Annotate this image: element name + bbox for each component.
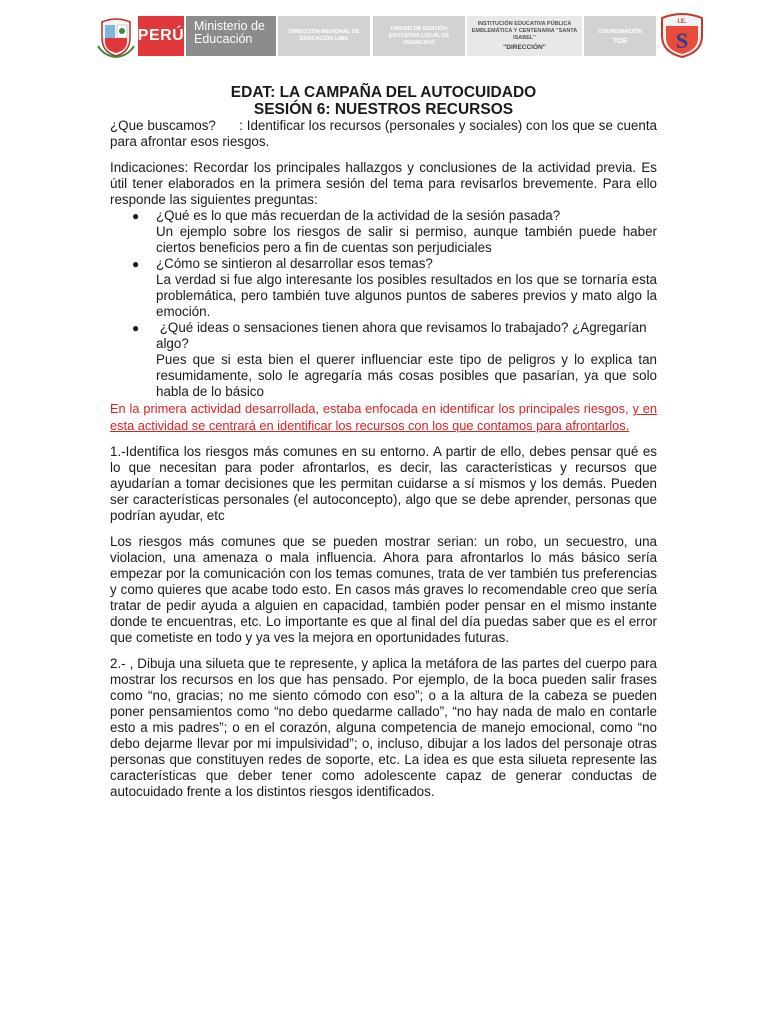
crest-letter: S xyxy=(675,28,689,53)
answer-text: Un ejemplo sobre los riesgos de salir si permiso, aunque también puede haber ciertos beneficios pero a fin de cuentas son perjudiciales xyxy=(156,224,657,255)
toe-text: TOE xyxy=(612,35,628,45)
title-line-2: SESIÓN 6: NUESTROS RECURSOS xyxy=(253,101,514,118)
answer-text: La verdad si fue algo interesante los posibles resultados en los que se tornaría esta problemática, pero también tuve algunos puntos de saberes previos y mato algo la emoción. xyxy=(156,272,657,319)
red-note-underlined: y en esta actividad se centrará en identificar los recursos con los que contamos para afrontarlos. xyxy=(110,401,657,433)
peru-logo: PERÚ xyxy=(138,16,184,56)
ugel-label: UNIDAD DE GESTIÓN EDUCATIVA LOCAL DE HUANCAYO xyxy=(373,16,465,56)
bullet-icon: ● xyxy=(132,257,140,271)
bullet-icon: ● xyxy=(132,321,140,335)
school-crest-icon xyxy=(658,12,706,58)
question-text: ¿Cómo se sintieron al desarrollar esos temas? xyxy=(156,256,433,271)
indicaciones: Indicaciones: Recordar los principales hallazgos y conclusiones de la actividad previa. Es útil tener elaborados en la primera sesión del tema para revisarlos brevemente. Para ello responde las siguientes preguntas: xyxy=(110,160,657,207)
instruction-2: 2.- , Dibuja una silueta que te represente, y aplica la metáfora de las partes del cuerpo para mostrar los recursos en los que has pensado. Por ejemplo, de la boca pueden salir frases como “no, gracias; no me siento cómodo con eso”; o a la altura de la cabeza se pueden poner pensamientos como “no debo quedarme callado”, “no hay nada de malo en contarle esto a mis padres”; o en el corazón, alguna competencia de manejo emocional, como “no debo dejarme llevar por mi impulsividad”; o, incluso, dibujar a los lados del personaje otras personas que constituyen redes de soporte, etc. La idea es que esta silueta represente las características que deber tener como adolescente capaz de generar conductas de autocuidado frente a los distintos riesgos identificados. xyxy=(110,656,657,799)
list-item xyxy=(110,320,657,400)
institution-name: INSTITUCIÓN EDUCATIVA PÚBLICA EMBLEMÁTICA Y CENTENARIA "SANTA ISABEL" xyxy=(471,21,578,41)
dre-label: DIRECCIÓN REGIONAL DE EDUCACIÓN LIMA xyxy=(278,16,370,56)
bullet-icon: ● xyxy=(132,209,140,223)
letterhead xyxy=(96,12,706,60)
list-item xyxy=(110,256,657,320)
answer-text: Pues que si esta bien el querer influenciar este tipo de peligros y lo explica tan resumidamente, solo le agregaría más cosas posibles que pasarían, ya que solo habla de lo básico xyxy=(156,352,657,399)
instruction-1: 1.-Identifica los riesgos más comunes en su entorno. A partir de ello, debes pensar qué es lo que necesitan para poder afrontarlos, es decir, las características y recursos que ayudarían a tomar decisiones que les permitan cuidarse a sí mismos y los demás. Pueden ser características personales (el autoconcepto), algo que se debe aprender, personas que podrían ayudar, etc xyxy=(110,444,657,523)
list-item xyxy=(110,208,657,256)
institution-label xyxy=(467,16,582,56)
red-note xyxy=(110,400,657,434)
peru-coat-of-arms-icon xyxy=(96,16,136,58)
document-body xyxy=(110,84,661,800)
red-note-plain: En la primera actividad desarrollada, estaba enfocada en identificar los principales riesgos, xyxy=(110,401,633,416)
ministerio-logo: Ministerio de Educación xyxy=(186,16,276,56)
coordinacion-text: COORDINACIÓN xyxy=(598,28,642,35)
crest-text: I.E. xyxy=(677,19,687,25)
question-list xyxy=(110,208,657,400)
question-text: ¿Qué es lo que más recuerdan de la actividad de la sesión pasada? xyxy=(156,208,561,223)
question-text: ¿Qué ideas o sensaciones tienen ahora que revisamos lo trabajado? ¿Agregarían algo? xyxy=(156,320,651,351)
title-line-1: EDAT: LA CAMPAÑA DEL AUTOCUIDADO xyxy=(230,84,537,101)
que-buscamos: ¿Que buscamos? : Identificar los recursos (personales y sociales) con los que se cuenta para afrontar esos riesgos. xyxy=(110,118,661,149)
direccion-label: "DIRECCIÓN" xyxy=(503,44,546,51)
answer-1: Los riesgos más comunes que se pueden mostrar serian: un robo, un secuestro, una violacion, una amenaza o mala influencia. Ahora para afrontarlos lo más básico sería empezar por la comunicación con los temas comunes, trata de ver también tus preferencias y como quieres que acabe todo esto. En casos más graves lo recomendable creo que sería tratar de pedir ayuda a alguien en capacidad, también poder pensar en el mismo instante donde te encuentras, etc. Lo importante es que al final del día puedas saber que es el error que cometiste en todo y ya ves la mejora en oportunidades futuras. xyxy=(110,534,657,645)
coordination-label xyxy=(584,16,656,56)
